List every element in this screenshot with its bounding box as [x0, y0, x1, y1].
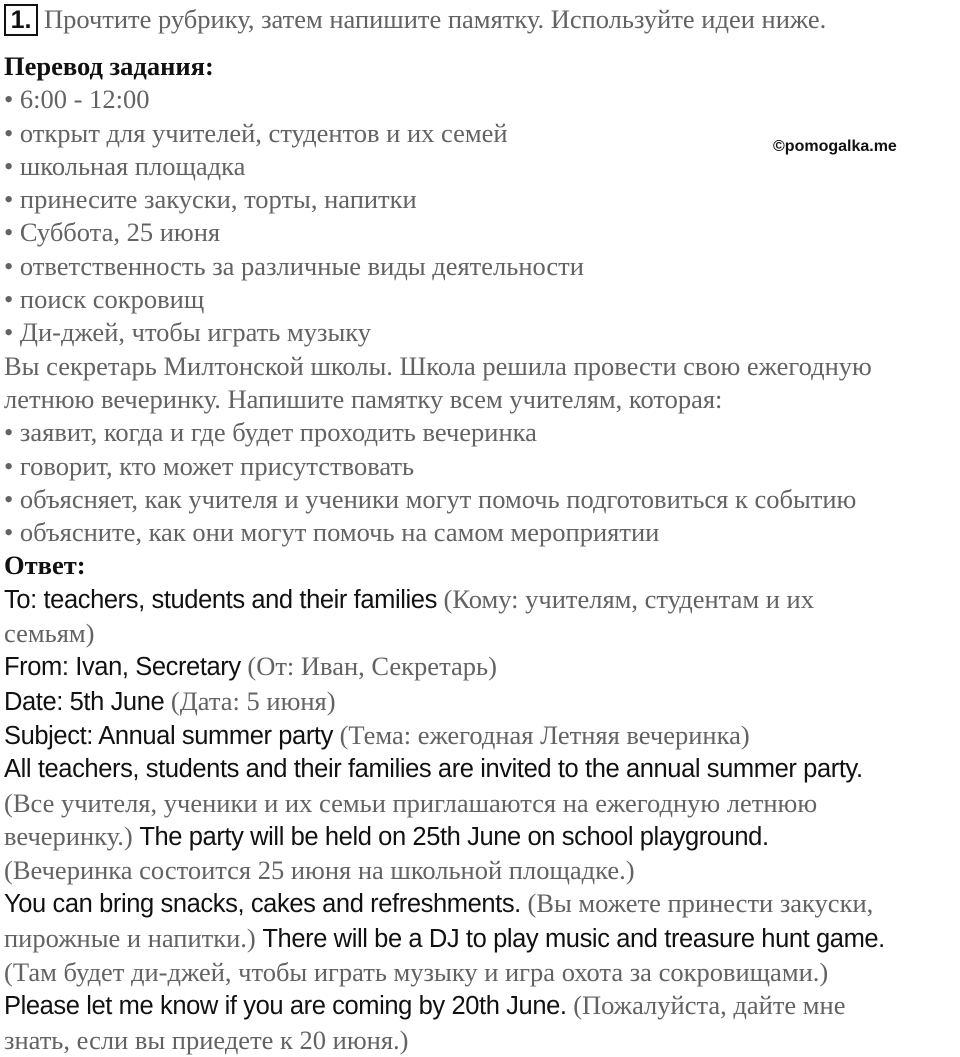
- memo-body-line: [4, 922, 956, 956]
- translation-heading: Перевод задания:: [4, 51, 214, 81]
- task-number-box: 1.: [4, 4, 38, 36]
- memo-body-en: You can bring snacks, cakes and refreshments.: [4, 890, 521, 919]
- memo-to-ru-cont: семьям): [4, 618, 95, 649]
- memo-body-ru: (Вы можете принести закуски,: [527, 888, 874, 919]
- memo-subject-line: [4, 719, 956, 753]
- memo-answer: [4, 583, 956, 1057]
- content-body: [4, 50, 956, 1057]
- answer-heading: Ответ:: [4, 550, 86, 581]
- memo-body-ru: пирожные и напитки.): [4, 922, 256, 953]
- memo-from-line: [4, 650, 956, 684]
- task-instruction: Прочтите рубрику, затем напишите памятку. Используйте идеи ниже.: [44, 4, 827, 35]
- watermark: ©pomogalka.me: [773, 138, 897, 155]
- list-item: • ответственность за различные виды деятельности: [4, 250, 584, 281]
- list-item: • объясняет, как учителя и ученики могут помочь подготовиться к событию: [4, 483, 857, 514]
- list-item: • объясните, как они могут помочь на самом мероприятии: [4, 517, 660, 548]
- list-item: • Суббота, 25 июня: [4, 217, 221, 248]
- memo-body-line: [4, 820, 956, 854]
- list-item: • школьная площадка: [4, 150, 246, 181]
- list-item: • говорит, кто может присутствовать: [4, 450, 415, 481]
- list-item: • Ди-джей, чтобы играть музыку: [4, 317, 372, 348]
- list-item: • принесите закуски, торты, напитки: [4, 184, 417, 215]
- memo-body-en: There will be a DJ to play music and treasure hunt game.: [262, 924, 885, 953]
- memo-from-en: From: Ivan, Secretary: [4, 653, 241, 682]
- requirements-list: [4, 416, 956, 549]
- memo-subject-ru: (Тема: ежегодная Летняя вечеринка): [339, 719, 750, 750]
- task-intro-line: Вы секретарь Милтонской школы. Школа решила провести свою ежегодную: [4, 350, 872, 381]
- task-intro-line: летнюю вечеринку. Напишите памятку всем учителям, которая:: [4, 383, 723, 414]
- list-item: • поиск сокровищ: [4, 284, 205, 315]
- list-item: • заявит, когда и где будет проходить вечеринка: [4, 417, 537, 448]
- memo-from-ru: (От: Иван, Секретарь): [247, 651, 497, 682]
- memo-body-line: All teachers, students and their families are invited to the annual summer party.: [4, 755, 863, 784]
- list-item: • 6:00 - 12:00: [4, 84, 150, 115]
- memo-body-line: (Вечеринка состоится 25 июня на школьной площадке.): [4, 855, 635, 886]
- translation-bullet-list: [4, 83, 956, 349]
- task-header: [4, 3, 826, 37]
- memo-to-line: [4, 583, 956, 617]
- memo-body-line: [4, 989, 956, 1023]
- memo-body-ru: вечеринку.): [4, 820, 133, 851]
- memo-to-en: To: teachers, students and their families: [4, 585, 437, 614]
- memo-date-line: [4, 685, 956, 719]
- memo-body-en: The party will be held on 25th June on school playground.: [139, 822, 769, 851]
- memo-body-line: (Все учителя, ученики и их семьи приглашаются на ежегодную летнюю: [4, 787, 818, 818]
- memo-body-en: Please let me know if you are coming by 20th June.: [4, 992, 567, 1021]
- memo-body-line: знать, если вы приедете к 20 июня.): [4, 1024, 409, 1055]
- memo-body-line: [4, 887, 956, 921]
- memo-body-line: (Там будет ди-джей, чтобы играть музыку и игра охота за сокровищами.): [4, 957, 829, 988]
- list-item: • открыт для учителей, студентов и их семей: [4, 117, 508, 148]
- memo-body-ru: (Пожалуйста, дайте мне: [573, 990, 846, 1021]
- memo-date-en: Date: 5th June: [4, 687, 165, 716]
- memo-subject-en: Subject: Annual summer party: [4, 721, 333, 750]
- memo-to-ru: (Кому: учителям, студентам и их: [443, 583, 814, 614]
- memo-date-ru: (Дата: 5 июня): [170, 685, 336, 716]
